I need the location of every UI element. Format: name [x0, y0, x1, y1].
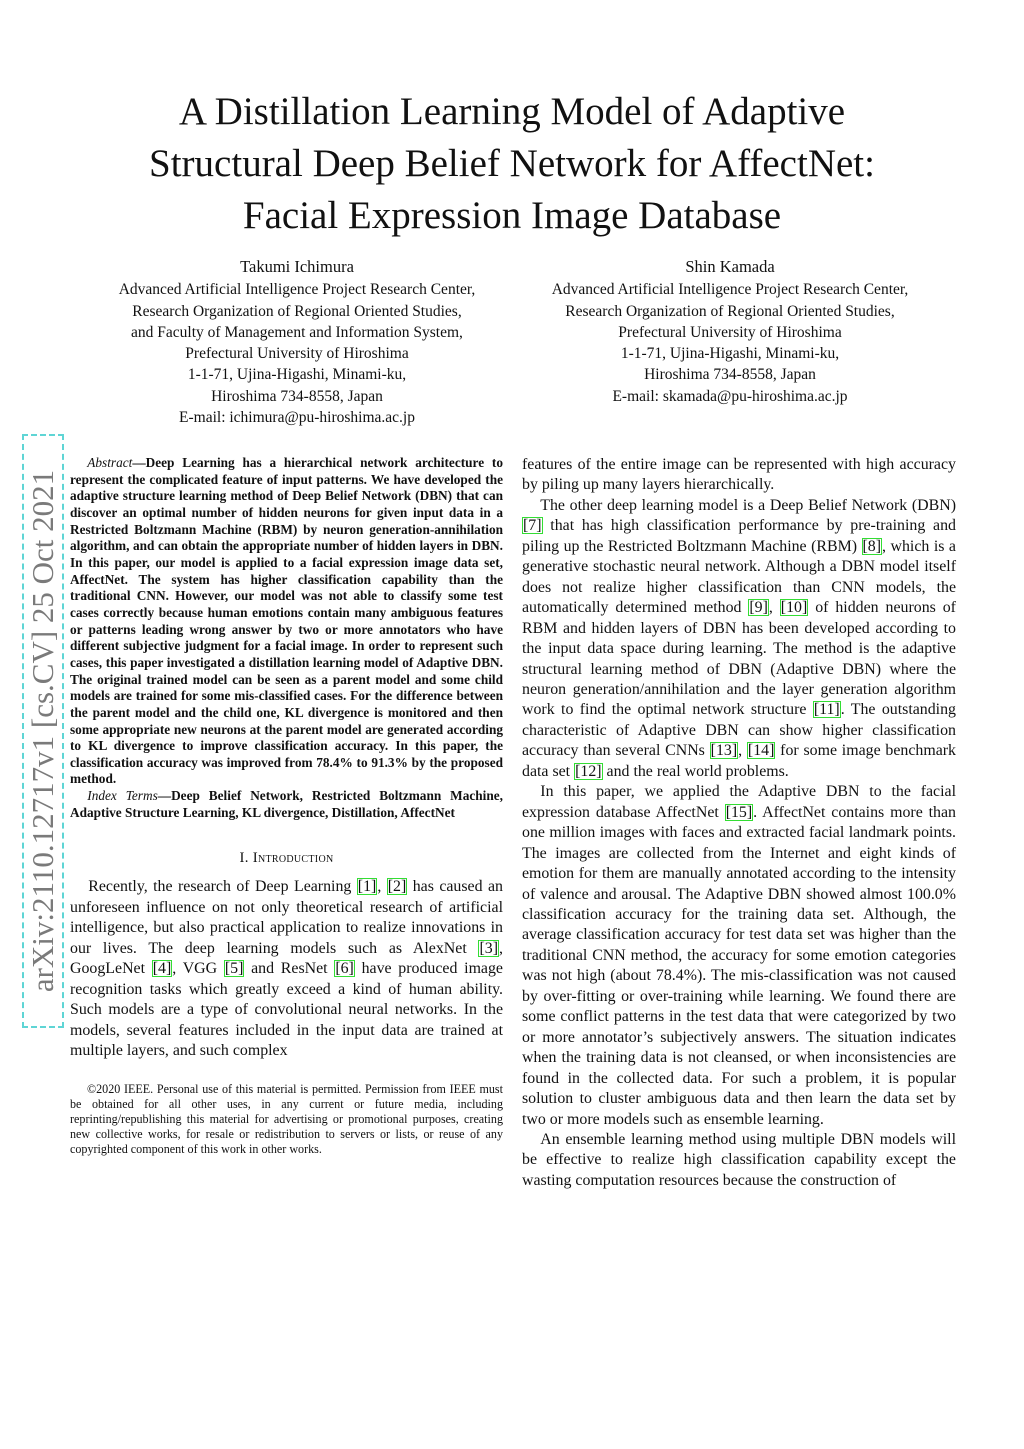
author-address-line: 1-1-71, Ujina-Higashi, Minami-ku, [187, 366, 407, 384]
title-line-1: A Distillation Learning Model of Adaptive [178, 90, 846, 133]
author-affiliation-line: Research Organization of Regional Oriented Studies, [565, 302, 895, 320]
author-name: Shin Kamada [685, 257, 775, 276]
citation-link[interactable]: [9] [749, 599, 768, 617]
citation-link[interactable]: [11] [813, 701, 840, 719]
intro-paragraph-1: Recently, the research of Deep Learning [1], [2] has caused an unforeseen influence on not only theoretical research of artificial intelligence, but also practical application to realize innovations in our lives. The deep learning models such as AlexNet [3], GoogLeNet [4], VGG [5] and ResNet [6] have produced image recognition tasks which greatly exceed a kind of human ability. Such models are a type of convolutional neural networks. In the models, several features included in the input data are trained at multiple layers, and such complex [70, 878, 503, 1060]
index-terms-text: —Deep Belief Network, Restricted Boltzmann Machine, Adaptive Structure Learning, KL divergence, Distillation, AffectNet [70, 788, 503, 820]
author-address-line: Hiroshima 734-8558, Japan [211, 387, 383, 405]
right-column [522, 455, 956, 1191]
author-affiliation-line: Advanced Artificial Intelligence Project Research Center, [118, 281, 476, 299]
citation-link[interactable]: [8] [862, 537, 882, 555]
arxiv-stamp[interactable]: arXiv:2110.12717v1 [cs.CV] 25 Oct 2021 [22, 434, 64, 1028]
citation-link[interactable]: [3] [479, 939, 499, 957]
author-affiliation-line: and Faculty of Management and Information System, [131, 323, 463, 341]
left-column [70, 455, 503, 1157]
copyright-notice: ©2020 IEEE. Personal use of this material is permitted. Permission from IEEE must be obtained for all other uses, in any current or future media, including reprinting/republishing this material for advertising or promotional purposes, creating new collective works, for resale or redistribution to servers or lists, or reuse of any copyrighted component of this work in other works. [70, 1081, 503, 1157]
citation-link[interactable]: [14] [747, 742, 775, 760]
intro-paragraph-3: In this paper, we applied the Adaptive DBN to the facial expression database AffectNet [15]. AffectNet contains more than one million images with faces and extracted facial landmark points. The images are collected from the Internet and eight kinds of emotion for them are manually annotated according to the intensity of valence and arousal. The Adaptive DBN showed almost 100.0% classification accuracy for the training data set. Although, the average classification accuracy for test data set was higher than the traditional CNN method, the accuracy for some emotion categories was not high (about 78.4%). The mis-classification was not caused by over-fitting or over-training while learning. We found there are some conflict patterns in the test data that were categorized by two or more annotator’s subjectively answers. The situation indicates when the training data is not cleansed, or when inconsistencies are found in the collected data. For such a problem, it is popular solution to cluster ambiguous data and then learn the data set by two or more models such as ensemble learning. [522, 783, 957, 1128]
title-line-2: Structural Deep Belief Network for AffectNet: [149, 142, 875, 185]
paper-title [90, 86, 934, 242]
author-block-1 [72, 256, 522, 428]
citation-link[interactable]: [1] [357, 878, 377, 896]
author-affiliation-line: Prefectural University of Hiroshima [618, 323, 842, 341]
citation-link[interactable]: [10] [780, 599, 808, 617]
citation-link[interactable]: [15] [725, 803, 753, 821]
citation-link[interactable]: [13] [710, 742, 738, 760]
author-email: E-mail: skamada@pu-hiroshima.ac.jp [612, 387, 848, 405]
citation-link[interactable]: [4] [152, 960, 172, 978]
author-affiliation-line: Advanced Artificial Intelligence Project Research Center, [551, 281, 909, 299]
citation-link[interactable]: [7] [523, 517, 542, 535]
author-block-2 [510, 256, 950, 407]
intro-paragraph-2: The other deep learning model is a Deep Belief Network (DBN) [7] that has high classification performance by pre-training and piling up the Restricted Boltzmann Machine (RBM) [8], which is a generative stochastic neural network. Although a DBN model itself does not realize higher classification than CNN models, the automatically determined method [9], [10] of hidden neurons of RBM and hidden layers of DBN has been developed according to the input data space during learning. The method is the adaptive structural learning method of DBN (Adaptive DBN) where the neuron generation/annihilation and the layer generation algorithm work to find the optimal network structure [11]. The outstanding characteristic of Adaptive DBN can show higher classification accuracy than several CNNs [13], [14] for some image benchmark data set [12] and the real world problems. [522, 496, 956, 780]
author-name: Takumi Ichimura [240, 257, 354, 276]
section-heading-introduction: I. Introduction [239, 850, 334, 867]
citation-link[interactable]: [12] [575, 762, 602, 780]
author-address-line: Hiroshima 734-8558, Japan [644, 366, 816, 384]
index-terms [70, 788, 503, 821]
citation-link[interactable]: [2] [387, 878, 407, 896]
abstract-text: —Deep Learning has a hierarchical network architecture to represent the complicated feature of input patterns. We have developed the adaptive structure learning method of Deep Belief Network (DBN) that can discover an optimal number of hidden neurons for given input data in a Restricted Boltzmann Machine (RBM) by neuron generation-annihilation algorithm, and can obtain the appropriate number of hidden layers in DBN. In this paper, our model is applied to a facial expression image data set, AffectNet. The system has higher classification capability than the traditional CNN. However, our model was not able to classify some test cases correctly because human emotions contain many ambiguous features or patterns leading wrong answer by two or more annotators who have different subjective judgment for a facial image. In order to represent such cases, this paper investigated a distillation learning model of Adaptive DBN. The original trained model can be seen as a parent model and some child models are trained for some mis-classified cases. For the difference between the parent model and the child one, KL divergence is monitored and then some appropriate new neurons at the parent model are generated according to KL divergence to improve classification accuracy. In this paper, the classification accuracy was improved from 78.4% to 91.3% by the proposed method. [70, 455, 503, 787]
index-terms-label: Index Terms [87, 788, 158, 804]
intro-paragraph-1-continued: features of the entire image can be represented with high accuracy by piling up many layers hierarchically. [522, 456, 956, 494]
title-line-3: Facial Expression Image Database [242, 194, 782, 237]
abstract-label: Abstract [87, 455, 133, 470]
author-address-line: 1-1-71, Ujina-Higashi, Minami-ku, [620, 345, 840, 363]
author-email: E-mail: ichimura@pu-hiroshima.ac.jp [179, 409, 415, 427]
citation-link[interactable]: [5] [224, 960, 244, 978]
author-affiliation-line: Research Organization of Regional Oriented Studies, [132, 302, 462, 320]
author-affiliation-line: Prefectural University of Hiroshima [185, 345, 409, 363]
abstract [70, 455, 503, 788]
citation-link[interactable]: [6] [335, 960, 354, 978]
intro-paragraph-4: An ensemble learning method using multiple DBN models will be effective to realize high classification capability except the wasting computation resources because the construction of [522, 1130, 956, 1189]
